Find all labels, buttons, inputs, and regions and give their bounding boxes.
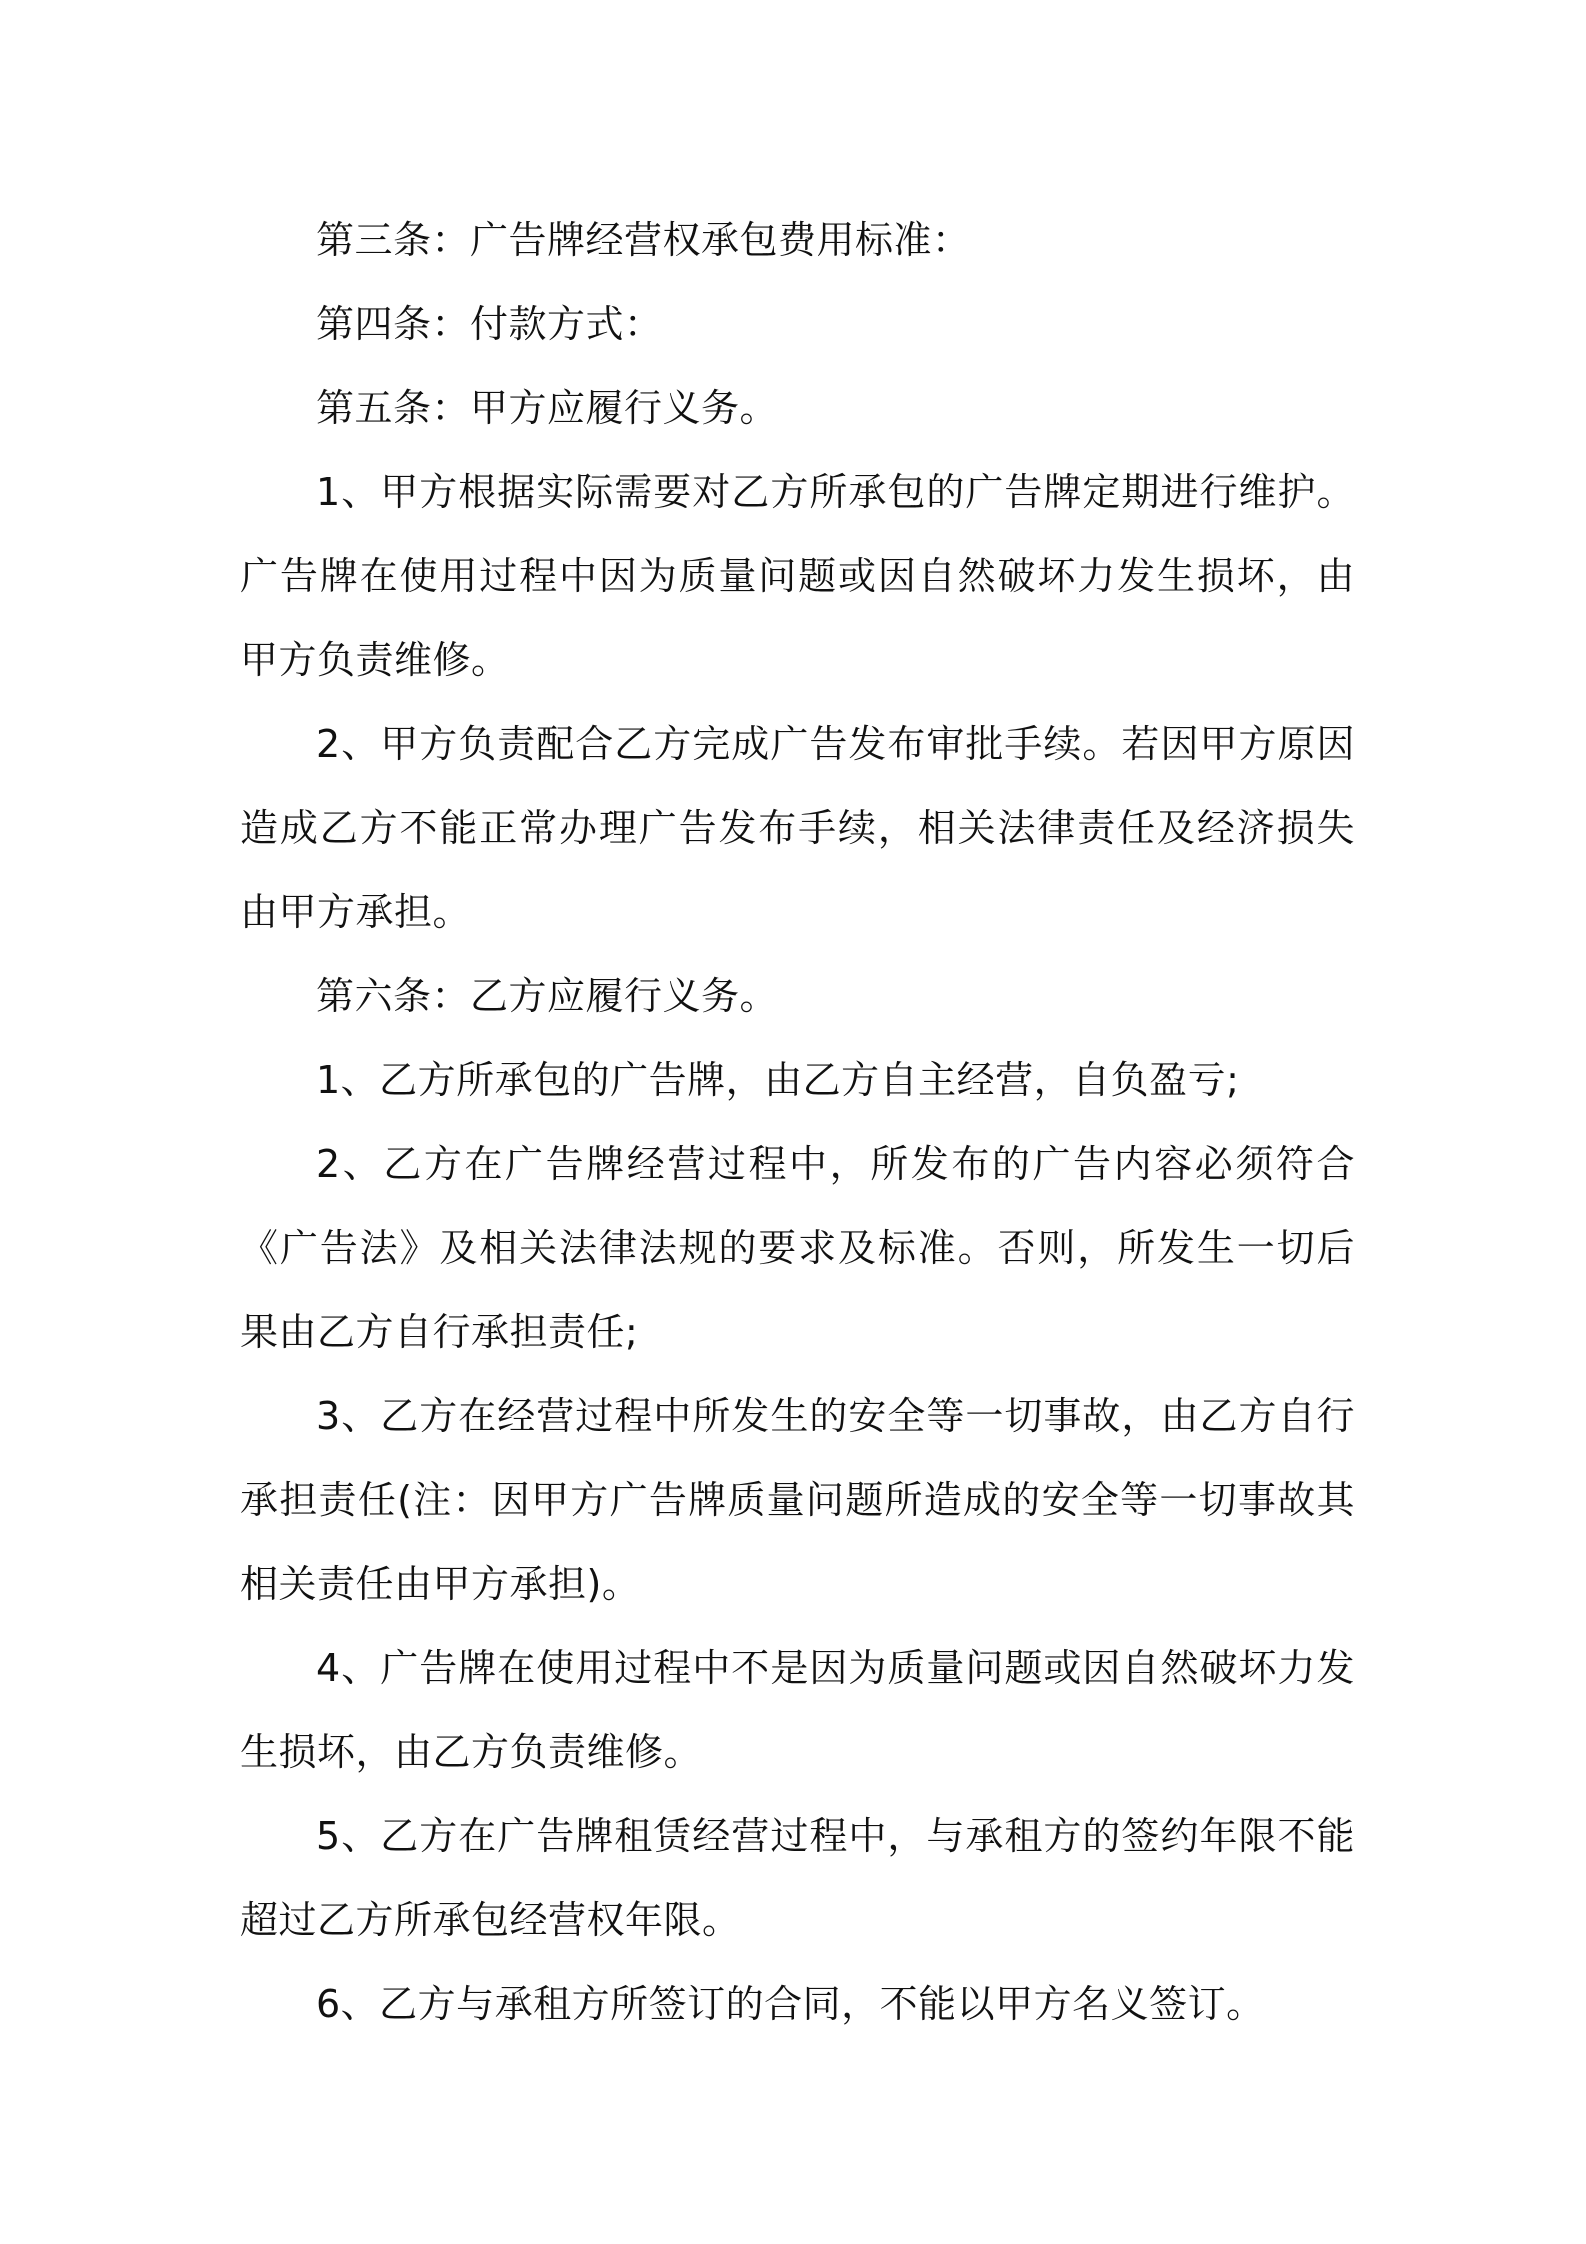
- article-5-heading: 第五条：甲方应履行义务。: [316, 386, 779, 430]
- article-6-clause-5: 5、乙方在广告牌租赁经营过程中，与承租方的签约年限不能超过乙方所承包经营权年限。: [240, 1814, 1355, 1942]
- article-3-heading: 第三条：广告牌经营权承包费用标准：: [316, 218, 971, 262]
- article-6-clause-3: 3、乙方在经营过程中所发生的安全等一切事故，由乙方自行承担责任(注：因甲方广告牌质量问题所造成的安全等一切事故其相关责任由甲方承担)。: [240, 1394, 1355, 1606]
- article-6-clause-1: 1、乙方所承包的广告牌，由乙方自主经营，自负盈亏;: [316, 1058, 1240, 1102]
- article-6-clause-6: 6、乙方与承租方所签订的合同，不能以甲方名义签订。: [316, 1982, 1265, 2026]
- article-4-heading: 第四条：付款方式：: [316, 302, 663, 346]
- article-6-heading: 第六条：乙方应履行义务。: [316, 974, 779, 1018]
- article-5-clause-2: 2、甲方负责配合乙方完成广告发布审批手续。若因甲方原因造成乙方不能正常办理广告发布手续，相关法律责任及经济损失由甲方承担。: [240, 722, 1355, 934]
- article-6-clause-4: 4、广告牌在使用过程中不是因为质量问题或因自然破坏力发生损坏，由乙方负责维修。: [240, 1646, 1355, 1774]
- document-body: [240, 198, 1355, 2046]
- article-6-clause-2: 2、乙方在广告牌经营过程中，所发布的广告内容必须符合《广告法》及相关法律法规的要求及标准。否则，所发生一切后果由乙方自行承担责任;: [240, 1142, 1355, 1354]
- article-5-clause-1: 1、甲方根据实际需要对乙方所承包的广告牌定期进行维护。广告牌在使用过程中因为质量问题或因自然破坏力发生损坏，由甲方负责维修。: [240, 470, 1355, 682]
